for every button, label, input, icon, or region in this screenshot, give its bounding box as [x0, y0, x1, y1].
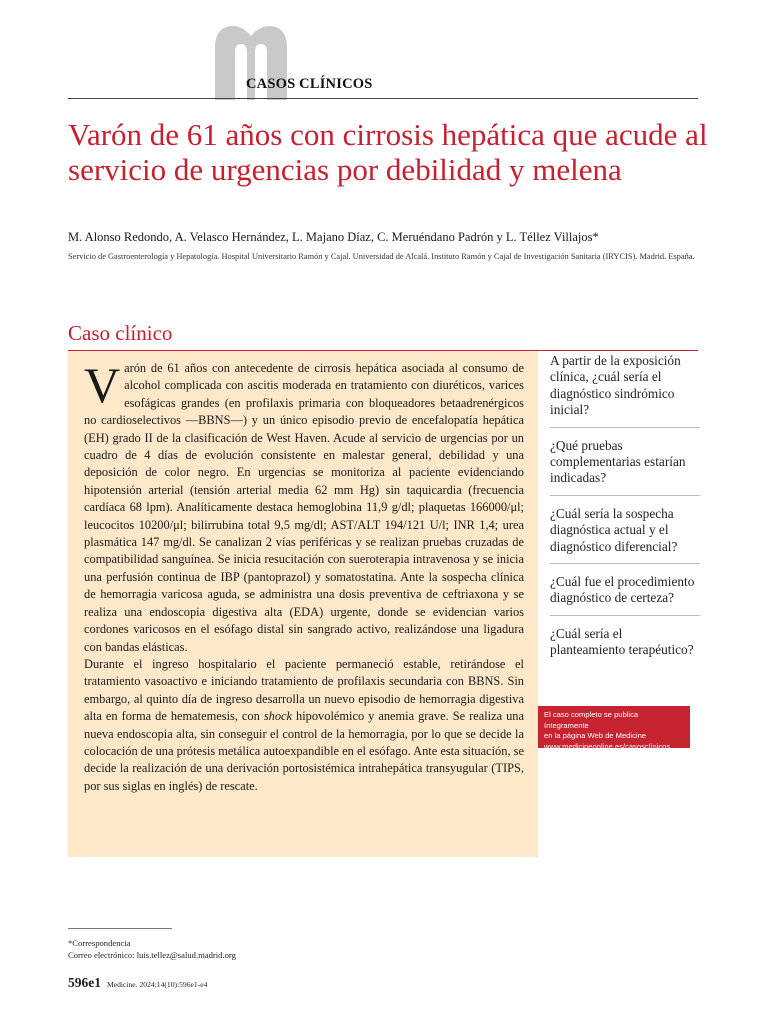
case-paragraph-2-part2: hipovolémico y anemia grave. Se realiza una nueva endoscopia alta, sin conseguir el control de la hemorragia, por lo que se decide la colocación de una prótesis metálica autoexpandible en el esófago. Ante esta situación, se decide la realización de una derivación portosistémica intrahepática transyugular (TIPS, por sus siglas en inglés) de rescate. — [84, 709, 524, 793]
notice-line: El caso completo se publica íntegramente — [544, 710, 639, 730]
question-item — [550, 351, 700, 428]
questions-list — [550, 351, 700, 675]
case-paragraph-2-part1: Durante el ingreso hospitalario el paciente permaneció estable, retirándose el tratamiento vasoactivo e iniciando tratamiento de profilaxis secundaria con BBNS. Sin embargo, al quinto día de ingreso desarrolla un nuevo episodio de hemorragia digestiva alta en forma de hematemesis, con — [84, 656, 524, 724]
notice-line: en la página Web de Medicine — [544, 731, 647, 740]
affiliation: Servicio de Gastroenterología y Hepatología. Hospital Universitario Ramón y Cajal. Universidad de Alcalá. Instituto Ramón y Cajal de Investigación Sanitaria (IRYCIS). Madrid. España. — [68, 252, 695, 261]
question-item — [550, 572, 700, 616]
question-text: ¿Cuál fue el procedimiento diagnóstico de certeza? — [550, 574, 695, 606]
question-item — [550, 624, 700, 667]
authors: M. Alonso Redondo, A. Velasco Hernández, L. Majano Díaz, C. Meruéndano Padrón y L. Téllez Villajos* — [68, 230, 599, 244]
page-number: 596e1 — [68, 975, 101, 990]
journal-citation: Medicine. 2024;14(10):596e1-e4 — [107, 980, 208, 989]
question-text: ¿Cuál sería la sospecha diagnóstica actual y el diagnóstico diferencial? — [550, 505, 678, 554]
article-title: Varón de 61 años con cirrosis hepática que acude al servicio de urgencias por debilidad y melena — [68, 117, 708, 187]
case-paragraph-1-text: arón de 61 años con antecedente de cirrosis hepática asociada al consumo de alcohol complicada con ascitis moderada en tratamiento con diuréticos, varices esofágicas grandes (en profilaxis primaria con bloqueadores betaadrenérgicos no cardioselectivos —BBNS—) y un único episodio previo de encefalopatía hepática (EH) grado II de la clasificación de West Haven. Acude al servicio de urgencias por un cuadro de 4 días de evolución consistente en malestar general, debilidad y una deposición de color negro. En urgencias se monitoriza al paciente evidenciando hipotensión arterial (tensión arterial media 62 mm Hg) sin taquicardia (frecuencia cardíaca 68 lpm). Analíticamente destaca hemoglobina 11,9 g/dl; plaquetas 166000/μl; leucocitos 10200/μl; bilirrubina total 9,5 mg/dl; AST/ALT 194/121 U/l; INR 1,4; urea plasmática 147 mg/dl. Se canalizan 2 vías periféricas y se realizan pruebas cruzadas de compatibilidad sanguínea. Se inicia resucitación con sueroterapia intravenosa y se inicia una perfusión continua de IBP (pantoprazol) y somatostatina. Ante la sospecha clínica de hemorragia varicosa aguda, se administra una dosis preventiva de ceftriaxona y se realiza una endoscopia digestiva alta (EDA) urgente, donde se evidencian varios cordones varicosos en el esófago distal sin sangrado activo, realizándose una ligadura con bandas elásticas. — [84, 361, 524, 654]
question-item — [550, 436, 700, 496]
correspondence-label: *Correspondencia — [68, 938, 131, 948]
footnote — [68, 937, 236, 961]
section-label: CASOS CLÍNICOS — [246, 76, 373, 92]
question-text: ¿Qué pruebas complementarias estarían indicadas? — [550, 437, 686, 486]
case-heading: Caso clínico — [68, 321, 173, 345]
question-item — [550, 504, 700, 564]
page-footer — [68, 974, 207, 992]
correspondence-email[interactable]: Correo electrónico: luis.tellez@salud.madrid.org — [68, 950, 236, 960]
question-text: ¿Cuál sería el planteamiento terapéutico? — [550, 625, 694, 658]
footnote-rule — [68, 928, 172, 929]
drop-cap: V — [84, 357, 121, 413]
case-paragraph-2 — [84, 656, 524, 795]
notice-link[interactable]: www.medicineonline.es/casosclínicos — [544, 741, 671, 751]
online-notice-box — [538, 706, 690, 751]
case-paragraph-2-italic: shock — [263, 709, 293, 724]
case-paragraph-1 — [84, 357, 524, 656]
header-rule — [68, 98, 698, 99]
question-text: A partir de la exposición clínica, ¿cuál sería el diagnóstico sindrómico inicial? — [550, 353, 681, 418]
case-text-box — [68, 351, 538, 857]
